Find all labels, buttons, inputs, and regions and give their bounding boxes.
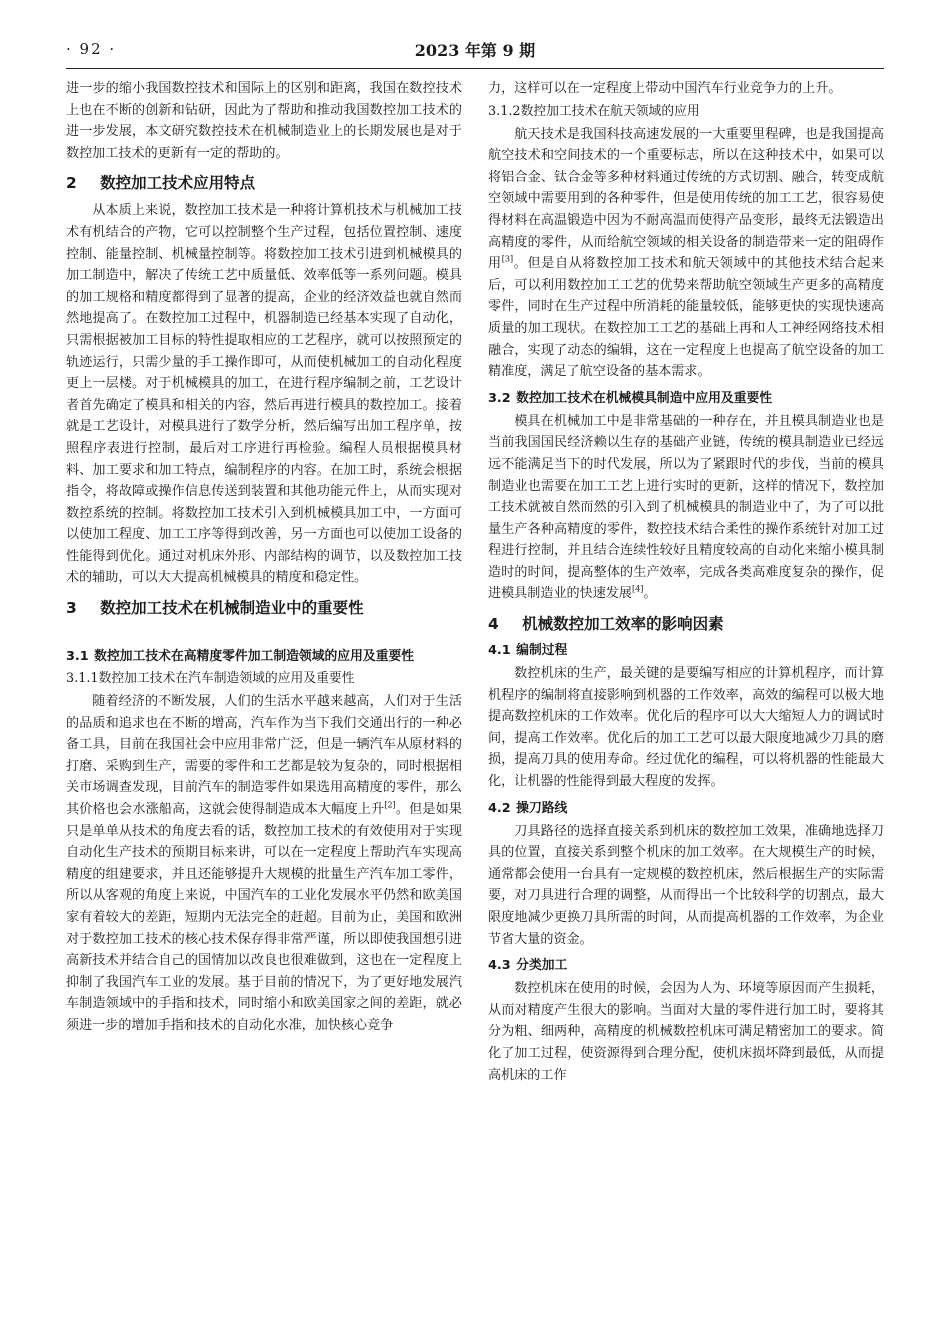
paragraph <box>488 411 884 605</box>
citation: [4] <box>632 585 644 595</box>
section-title: 编制过程 <box>516 643 568 659</box>
left-column <box>66 78 462 1037</box>
section-number: 3.1 <box>66 649 89 665</box>
section-number: 3 <box>66 599 77 618</box>
section-number: 3.2 <box>488 390 511 406</box>
section-number: 4 <box>488 615 499 634</box>
section-number: 4.3 <box>488 958 511 974</box>
paragraph: 数控机床的生产，最关键的是要编写相应的计算机程序，而计算机程序的编制将直接影响到机器的工作效率，高效的编程可以极大地提高数控机床的工作效率。优化后的程序可以大大缩短人力的调试时间，提高工作效率。优化后的加工工艺可以最大限度地减少刀具的磨损，提高刀具的使用寿命。经过优化的编程，可以将机器的性能最大化，让机器的性能得到最大程度的发挥。 <box>488 666 884 790</box>
page-number: · 92 · <box>66 40 117 58</box>
paragraph: 数控机床在使用的时候，会因为人为、环境等原因而产生损耗，从而对精度产生很大的影响。当面对大量的零件进行加工时，要将其分为粗、细两种，高精度的机械数控机床可满足精密加工的要求。简化了加工过程，使资源得到合理分配，使机床损坏降到最低，从而提高机床的工作 <box>488 981 884 1083</box>
section-heading-3-1-2 <box>488 102 884 122</box>
paragraph-text: 随着经济的不断发展，人们的生活水平越来越高，人们对于生活的品质和追求也在不断的增高，汽车作为当下我们交通出行的一种必备工具，目前在我国社会中应用非常广泛，但是一辆汽车从原材料的打磨、采购到生产，需要的零件和工艺都是较为复杂的，同时根据相关市场调查发现，目前汽车的制造零件如果选用高精度的零件，那么其价格也会水涨船高，这就会使得制造成本大幅度上升 <box>66 694 462 818</box>
section-title: 数控加工技术在汽车制造领域的应用及重要性 <box>98 671 355 687</box>
section-title: 数控加工技术应用特点 <box>100 174 256 193</box>
section-number: 2 <box>66 174 77 193</box>
section-title: 数控加工技术在航天领域的应用 <box>520 103 700 119</box>
paragraph-text: 但是如果只是单单从技术的角度去看的话，数控加工技术的有效使用对于实现自动化生产技术的预期目标来讲，可以在一定程度上帮助汽车实现高精度的组建要求，并且还能够提升大规模的批量生产汽车加工零件，所以从客观的角度上来说，中国汽车的工业化发展水平仍然和欧美国家有着较大的差距，短期内无法完全的赶超。目前为止，美国和欧洲对于数控加工技术的核心技术保存得非常严谨，所以即使我国想引进高新技术并结合自己的国情加以改良也很难做到，这也在一定程度上抑制了我国汽车工业的发展。基于目前的情况下，为了更好地发展汽车制造领域中的手指和技术，同时缩小和欧美国家之间的差距，就必须进一步的增加手指和技术的自动化水准，加快核心竞争 <box>66 802 463 1033</box>
paragraph: 进一步的缩小我国数控技术和国际上的区别和距离，我国在数控技术上也在不断的创新和钻研，因此为了帮助和推动我国数控加工技术的进一步发展，本文研究数控技术在机械制造业上的长期发展也是对于数控加工技术的更新有一定的帮助的。 <box>66 81 462 161</box>
section-heading-4-3 <box>488 956 884 976</box>
section-number: 3.1.2 <box>488 103 521 119</box>
page-header <box>66 28 884 68</box>
section-heading-3-1-1 <box>66 669 462 689</box>
section-number: 4.2 <box>488 800 511 816</box>
punctuation: 。 <box>643 586 657 602</box>
journal-issue: 2023 年第 9 期 <box>414 41 536 60</box>
citation: [2] <box>384 800 396 810</box>
section-heading-2 <box>66 172 462 194</box>
paragraph-text: 。但是自从将数控加工技术和航天领域中的其他技术结合起来后，可以利用数控加工工艺的优势来帮助航空领域生产更多的高精度零件，同时在生产过程中所消耗的能量较低，能够更快的实现快速高质量的加工现状。在数控加工工艺的基础上再和人工神经网络技术相融合，实现了动态的编辑，这在一定程度上也提高了航空设备的加工精准度，满足了航空设备的基本需求。 <box>488 256 885 380</box>
punctuation: 。 <box>395 802 410 818</box>
paragraph <box>488 124 884 383</box>
paragraph: 力，这样可以在一定程度上带动中国汽车行业竞争力的上升。 <box>488 81 842 96</box>
section-heading-3-1 <box>66 647 462 667</box>
section-title: 分类加工 <box>516 958 568 974</box>
section-title: 操刀路线 <box>516 800 568 816</box>
paragraph-text: 模具在机械加工中是非常基础的一种存在，并且模具制造业也是当前我国国民经济赖以生存的基础产业链，传统的模具制造业已经远远不能满足当下的时代发展，所以为了紧跟时代的步伐，当前的模具制造业也需要在加工工艺上进行实时的更新，这样的情况下，数控加工技术就被自然而然的引入到了机械模具的制造业中了，为了可以批量生产各种高精度的零件，数控技术结合柔性的操作系统针对加工过程进行控制，并且结合连续性较好且精度较高的自动化来缩小模具制造时的时间，提高整体的生产效率，完成各类高难度复杂的操作，促进模具制造业的快速发展 <box>488 413 884 602</box>
header-rule <box>66 68 884 69</box>
paragraph: 刀具路径的选择直接关系到机床的数控加工效果，准确地选择刀具的位置，直接关系到整个机床的加工效率。在大规模生产的时候，通常都会使用一台具有一定规模的数控机床，然后根据生产的实际需要，对刀具进行合理的调整，从而得出一个比较科学的切割点，最大限度地减少更换刀具所需的时间，从而提高机器的工作效率，为企业节省大量的资金。 <box>488 823 884 947</box>
section-number: 4.1 <box>488 643 511 659</box>
paragraph-text: 航天技术是我国科技高速发展的一大重要里程碑，也是我国提高航空技术和空间技术的一个重要标志，所以在这种技术中，如果可以将铝合金、钛合金等多种材料通过传统的方式切割、融合，转变成航空领域中需要用到的各种零件，但是使用传统的加工工艺，很容易使得材料在高温锻造中因为不耐高温而使得产品变形，最终无法锻造出高精度的零件，从而给航空领域的相关设备的制造带来一定的阻碍作用 <box>488 126 884 272</box>
citation: [3] <box>501 254 514 264</box>
paragraph: 从本质上来说，数控加工技术是一种将计算机技术与机械加工技术有机结合的产物，它可以控制整个生产过程，包括位置控制、速度控制、能量控制、机械量控制等。将数控加工技术引进到机械模具的加工制造中，解决了传统工艺中质量低、效率低等一系列问题。模具的加工规格和精度都得到了显著的提高，企业的经济效益也就自然而然地提高了。在数控加工过程中，机器制造已经基本实现了自动化，只需根据被加工目标的特性提取相应的工艺程序，就可以按照预定的轨迹运行，只需少量的手工操作即可，从而使机械加工的自动化程度更上一层楼。对于机械模具的加工，在进行程序编制之前，工艺设计者首先确定了模具和相关的内容，然后再进行模具的数控加工。接着就是工艺设计，对模具进行了数学分析，然后编写出加工程序单，按照程序表进行控制，最后对工序进行再检验。编程人员根据模具材料、加工要求和加工特点，编制程序的内容。在加工时，系统会根据指令，将故障或操作信息传送到装置和其他功能元件上，从而实现对数控系统的控制。将数控加工技术引入到机械模具加工中，一方面可以使加工程度、加工工序等得到改善，另一方面也可以使加工设备的性能得到优化。通过对机床外形、内部结构的调节，以及数控加工技术的辅助，可以大大提高机械模具的精度和稳定性。 <box>66 203 462 586</box>
section-heading-4-2 <box>488 799 884 819</box>
section-title: 数控加工技术在高精度零件加工制造领域的应用及重要性 <box>94 649 415 665</box>
section-heading-3-2 <box>488 389 884 409</box>
section-heading-4-1 <box>488 641 884 661</box>
section-number: 3.1.1 <box>66 671 99 687</box>
section-title: 数控加工技术在机械制造业中的重要性 <box>100 599 364 618</box>
right-column <box>488 78 884 1086</box>
paragraph <box>66 691 462 1037</box>
section-heading-4 <box>488 613 884 635</box>
section-title: 机械数控加工效率的影响因素 <box>522 615 724 634</box>
section-heading-3 <box>66 597 462 619</box>
section-title: 数控加工技术在机械模具制造中应用及重要性 <box>516 390 773 406</box>
